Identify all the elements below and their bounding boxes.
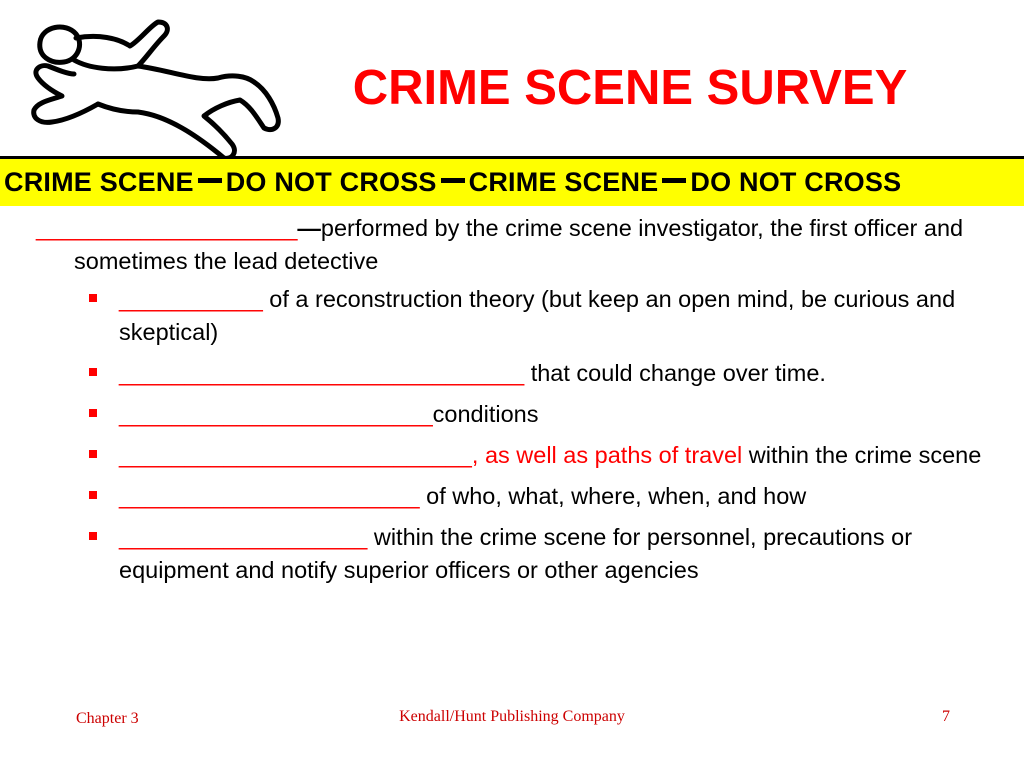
tape-text: DO NOT CROSS: [690, 167, 902, 197]
slide-title: CRIME SCENE SURVEY: [352, 61, 908, 115]
blank-line: ___________________: [119, 524, 368, 550]
blank-line: ____________________: [36, 215, 298, 241]
blank-line: ___________________________: [119, 442, 472, 468]
bullet-list: [36, 283, 996, 587]
square-bullet-icon: [89, 294, 97, 302]
main-point: [36, 212, 996, 278]
list-item: [36, 357, 996, 390]
square-bullet-icon: [89, 450, 97, 458]
blank-line: ________________________: [119, 401, 433, 427]
tape-text: CRIME SCENE: [4, 167, 194, 197]
tape-dash: [198, 178, 222, 183]
em-dash: —: [297, 215, 321, 241]
bullet-text: conditions: [432, 401, 539, 427]
tape-dash: [441, 178, 465, 183]
list-item: [36, 283, 996, 349]
list-item: [36, 521, 996, 587]
tape-text: CRIME SCENE: [468, 167, 659, 197]
footer-page-number: 7: [942, 708, 950, 725]
crime-scene-tape: [0, 156, 1024, 206]
square-bullet-icon: [89, 491, 97, 499]
list-item: [36, 439, 996, 472]
bullet-text: that could change over time.: [524, 360, 826, 386]
body-outline-icon: [18, 12, 293, 162]
square-bullet-icon: [89, 409, 97, 417]
list-item: [36, 398, 996, 431]
list-item: [36, 480, 996, 513]
footer-publisher: Kendall/Hunt Publishing Company: [399, 708, 625, 725]
bullet-text: within the crime scene: [742, 442, 982, 468]
tape-text: DO NOT CROSS: [225, 167, 437, 197]
square-bullet-icon: [89, 368, 97, 376]
bullet-text: of who, what, where, when, and how: [419, 483, 807, 509]
blank-line: ___________: [119, 286, 263, 312]
blank-line: _______________________: [119, 483, 420, 509]
blank-line: _______________________________: [119, 360, 525, 386]
main-point-text: performed by the crime scene investigator, the first officer and sometimes the lead detective: [74, 215, 964, 274]
bullet-text: of a reconstruction theory (but keep an open mind, be curious and skeptical): [119, 286, 956, 345]
tape-dash: [662, 178, 686, 183]
footer-chapter: Chapter 3: [76, 710, 139, 727]
square-bullet-icon: [89, 532, 97, 540]
slide-body: [36, 212, 996, 595]
bullet-text: within the crime scene for personnel, precautions or equipment and notify superior officers or other agencies: [119, 524, 913, 583]
bullet-red-text: , as well as paths of travel: [471, 442, 743, 468]
